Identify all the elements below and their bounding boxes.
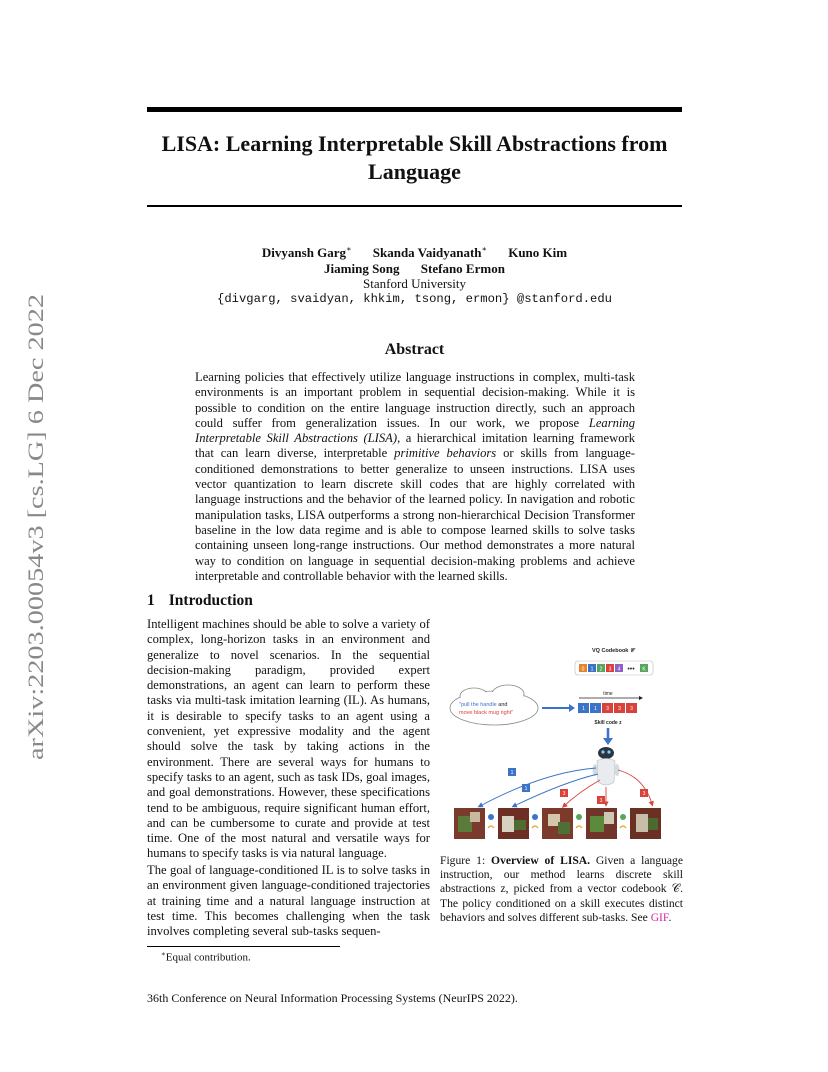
- svg-text:3: 3: [599, 798, 603, 804]
- figure-diagram: [444, 632, 684, 852]
- section-title: Introduction: [168, 592, 253, 609]
- instruction-text-1: "pull the handle and: [459, 702, 508, 708]
- codebook-codes: [575, 661, 653, 675]
- skill-code-sequence: [578, 703, 637, 713]
- figure-caption: Figure 1: Overview of LISA. Given a language instruction, our method learns discrete skill abstractions z, picked from a vector codebook 𝒞. The policy conditioned on a skill executes distinct behaviors and solves different sub-tasks. See GIF.: [440, 854, 684, 924]
- svg-text:4: 4: [617, 666, 621, 673]
- svg-text:3: 3: [606, 706, 609, 712]
- abstract-heading: Abstract: [384, 341, 445, 358]
- section-number: 1: [147, 592, 155, 609]
- trajectory-frames: [454, 808, 661, 839]
- figure-overview: [444, 632, 684, 852]
- author-names-row-2: [147, 261, 682, 277]
- abstract-emph-lisa: Learning Interpretable Skill Abstractions (LISA): [195, 415, 635, 446]
- intro-paragraph-2: The goal of language-conditioned IL is to solve tasks in an environment given language-conditioned trajectories at training time and a natural language instruction at test time. This becomes challenging when the task involves completing several sub-tasks sequen-: [147, 863, 430, 939]
- affiliation: Stanford University: [363, 276, 466, 292]
- gif-link[interactable]: GIF: [650, 910, 669, 924]
- svg-text:3: 3: [608, 666, 612, 673]
- author-2: Skanda Vaidyanath∗: [372, 245, 487, 261]
- footnote-rule: [147, 946, 340, 947]
- instruction-cloud: [450, 685, 538, 725]
- skill-arrow-1: [480, 768, 596, 806]
- svg-text:1: 1: [582, 706, 585, 712]
- author-names-row-1: [147, 242, 682, 261]
- author-4: Jiaming Song: [324, 260, 400, 276]
- frame-dot: [488, 814, 494, 820]
- venue-line: 36th Conference on Neural Information Processing Systems (NeurIPS 2022).: [147, 991, 518, 1005]
- instruction-arrow-head: [569, 704, 575, 712]
- section-heading: [147, 592, 253, 610]
- abstract-body: Learning policies that effectively utilize language instructions in complex, multi-task environments is an important problem in sequential decision-making. While it is possible to condition on the entire language instruction directly, such an approach could suffer from generalization issues. In our work, we propose Learning Interpretable Skill Abstractions (LISA), a hierarchical imitation learning framework that can learn diverse, interpretable primitive behaviors or skills from language-conditioned demonstrations to better generalize to unseen instructions. LISA uses vector quantization to learn discrete skill codes that are highly correlated with language instructions and the behavior of the learned policy. In navigation and robotic manipulation tasks, LISA outperforms a strong non-hierarchical Decision Transformer baseline in the low data regime and is able to compose learned skills to solve tasks containing unseen long-range instructions. Our method demonstrates a more natural way to condition on language in sequential decision-making problems and achieve interpretable and controllable behavior with the learned skills.: [195, 370, 636, 583]
- skill-arrow-5: [618, 770, 652, 804]
- instruction-text-2: move black mug right": [459, 710, 514, 716]
- title-line-1: LISA: Learning Interpretable Skill Abstractions from: [161, 131, 668, 156]
- svg-text:3: 3: [562, 791, 566, 797]
- caption-head: Overview of LISA.: [491, 854, 591, 867]
- skill-code-label: Skill code z: [594, 720, 622, 726]
- arxiv-stamp-svg: [16, 290, 50, 760]
- author-3: Kuno Kim: [508, 245, 568, 261]
- svg-text:0: 0: [581, 666, 585, 673]
- codebook-label: VQ Codebook 𝒞: [592, 648, 634, 654]
- robot-icon: [593, 747, 620, 785]
- paper-title: [147, 130, 682, 186]
- title-bottom-rule: [147, 205, 682, 207]
- arxiv-stamp: [16, 290, 50, 760]
- author-emails: {divgarg, svaidyan, khkim, tsong, ermon} @stanford.edu: [217, 291, 612, 306]
- svg-text:3: 3: [618, 706, 621, 712]
- footnote: ∗Equal contribution.: [161, 950, 251, 964]
- time-label: time: [603, 691, 613, 697]
- author-block: [147, 242, 682, 307]
- svg-text:1: 1: [594, 706, 597, 712]
- code-ellipsis: •••: [627, 666, 635, 673]
- svg-text:1: 1: [590, 666, 594, 673]
- svg-text:3: 3: [642, 791, 646, 797]
- svg-text:3: 3: [630, 706, 633, 712]
- author-1: Divyansh Garg∗: [261, 245, 352, 261]
- title-line-2: Language: [368, 159, 461, 184]
- title-top-rule: [147, 107, 682, 112]
- intro-paragraph-1: Intelligent machines should be able to solve a variety of complex, long-horizon tasks in an environment and generalize to novel scenarios. In the sequential decision-making paradigm, provided expert demonstrations, an agent can learn to perform these tasks via multi-task imitation learning (IL). As humans, it is desirable to specify tasks to an agent using a convenient, yet expressive modality and the agent should solve the task by taking actions in the environment. There are several ways for humans to specify tasks to an agent, such as task IDs, goal images, and goal demonstrations. However, these specifications tend to be ambiguous, require significant human effort, and can be cumbersome to curate and provide at test time. One of the most natural and versatile ways for humans to specify tasks is via natural language.: [147, 617, 430, 861]
- arxiv-stamp-text: arXiv:2203.00054v3 [cs.LG] 6 Dec 2022: [23, 388, 48, 760]
- svg-text:K: K: [642, 666, 646, 673]
- abstract-emph-primitive: primitive behaviors: [394, 446, 497, 461]
- svg-text:1: 1: [524, 786, 528, 792]
- author-5: Stefano Ermon: [420, 260, 505, 276]
- svg-text:1: 1: [510, 770, 514, 776]
- svg-text:2: 2: [599, 666, 603, 673]
- skill-arrow-3: [564, 780, 600, 806]
